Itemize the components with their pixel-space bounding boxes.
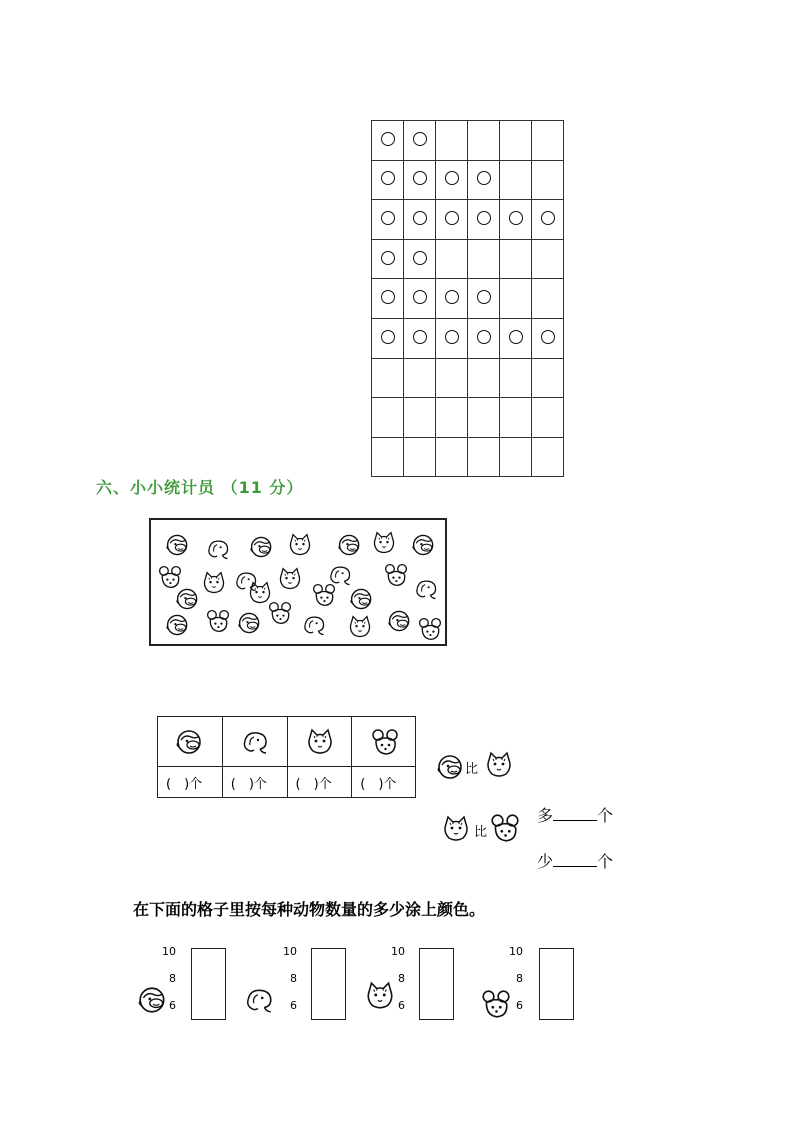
more-label: 多 xyxy=(537,806,554,825)
compare-monkey-cat xyxy=(436,750,526,784)
circle-mark xyxy=(381,330,395,344)
monkey-icon xyxy=(337,532,363,558)
grid-cell xyxy=(372,398,404,438)
less-label: 少 xyxy=(537,852,554,871)
grid-cell xyxy=(436,121,468,161)
grid-cell xyxy=(436,239,468,279)
monkey-icon xyxy=(175,586,201,612)
tick-label: 8 xyxy=(516,972,523,985)
instruction-text: 在下面的格子里按每种动物数量的多少涂上颜色。 xyxy=(133,900,486,919)
circle-mark xyxy=(477,171,491,185)
circle-grid xyxy=(371,120,564,477)
grid-cell xyxy=(532,318,564,358)
grid-cell xyxy=(372,239,404,279)
circle-mark xyxy=(413,171,427,185)
circle-mark xyxy=(413,290,427,304)
animal-picture-box xyxy=(149,518,447,646)
grid-cell xyxy=(468,358,500,398)
count-column xyxy=(352,717,417,797)
grid-cell xyxy=(436,279,468,319)
bar-fill-box[interactable] xyxy=(311,948,346,1020)
grid-cell xyxy=(372,318,404,358)
elephant-icon xyxy=(327,562,353,588)
mouse-icon xyxy=(417,616,443,642)
grid-cell xyxy=(500,121,532,161)
cat-icon xyxy=(201,570,227,596)
monkey-icon xyxy=(411,532,437,558)
tick-label: 8 xyxy=(169,972,176,985)
grid-cell xyxy=(500,358,532,398)
grid-cell xyxy=(500,160,532,200)
mouse-icon xyxy=(492,815,518,841)
grid-cell xyxy=(532,160,564,200)
count-column xyxy=(158,717,223,797)
circle-mark xyxy=(381,132,395,146)
tick-label: 10 xyxy=(391,945,405,958)
grid-cell xyxy=(500,239,532,279)
grid-row xyxy=(372,437,564,477)
grid-cell xyxy=(436,358,468,398)
grid-cell xyxy=(532,398,564,438)
grid-cell xyxy=(404,239,436,279)
more-unit: 个 xyxy=(597,806,614,825)
count-column xyxy=(288,717,353,797)
count-blank[interactable]: ( )个 xyxy=(360,777,397,792)
grid-cell xyxy=(404,358,436,398)
grid-cell xyxy=(404,279,436,319)
circle-mark xyxy=(413,132,427,146)
circle-mark xyxy=(381,171,395,185)
circle-mark xyxy=(541,330,555,344)
circle-mark xyxy=(413,211,427,225)
bar-fill-box[interactable] xyxy=(539,948,574,1020)
monkey-icon xyxy=(438,756,461,778)
grid-cell xyxy=(532,279,564,319)
circle-mark xyxy=(445,211,459,225)
monkey-icon xyxy=(175,727,205,757)
tick-label: 10 xyxy=(509,945,523,958)
bar-fill-box[interactable] xyxy=(191,948,226,1020)
grid-cell xyxy=(404,318,436,358)
grid-cell xyxy=(372,358,404,398)
tick-label: 6 xyxy=(516,999,523,1012)
grid-cell xyxy=(372,437,404,477)
elephant-icon xyxy=(205,536,231,562)
mouse-icon xyxy=(267,600,293,626)
circle-mark xyxy=(477,290,491,304)
monkey-icon xyxy=(349,586,375,612)
grid-row xyxy=(372,200,564,240)
grid-cell xyxy=(500,200,532,240)
monkey-icon xyxy=(387,608,413,634)
circle-mark xyxy=(381,251,395,265)
grid-row xyxy=(372,358,564,398)
elephant-icon xyxy=(301,612,327,638)
circle-mark xyxy=(413,330,427,344)
elephant-icon xyxy=(413,576,439,602)
tick-label: 8 xyxy=(398,972,405,985)
more-blank[interactable] xyxy=(553,806,597,821)
tick-label: 10 xyxy=(162,945,176,958)
grid-cell xyxy=(468,279,500,319)
grid-cell xyxy=(532,200,564,240)
cat-icon xyxy=(488,753,510,776)
section-title: 六、小小统计员 （11 分） xyxy=(96,478,304,497)
elephant-icon xyxy=(243,984,275,1016)
grid-cell xyxy=(468,160,500,200)
grid-cell xyxy=(468,239,500,279)
grid-row xyxy=(372,318,564,358)
mouse-icon xyxy=(370,727,400,757)
monkey-icon xyxy=(237,610,263,636)
grid-row xyxy=(372,398,564,438)
monkey-icon xyxy=(165,532,191,558)
circle-mark xyxy=(381,290,395,304)
grid-cell xyxy=(468,121,500,161)
circle-mark xyxy=(509,330,523,344)
grid-cell xyxy=(372,279,404,319)
grid-cell xyxy=(404,200,436,240)
grid-cell xyxy=(436,200,468,240)
grid-cell xyxy=(436,398,468,438)
grid-cell xyxy=(500,318,532,358)
grid-cell xyxy=(372,160,404,200)
grid-cell xyxy=(372,200,404,240)
cat-icon xyxy=(287,532,313,558)
grid-cell xyxy=(468,437,500,477)
circle-mark xyxy=(477,330,491,344)
circle-mark xyxy=(445,330,459,344)
grid-cell xyxy=(436,160,468,200)
grid-cell xyxy=(404,398,436,438)
grid-cell xyxy=(372,121,404,161)
monkey-icon xyxy=(249,534,275,560)
grid-cell xyxy=(500,279,532,319)
grid-cell xyxy=(500,437,532,477)
grid-cell xyxy=(404,121,436,161)
tick-label: 8 xyxy=(290,972,297,985)
cat-icon xyxy=(305,727,335,757)
grid-cell xyxy=(404,437,436,477)
tick-label: 6 xyxy=(398,999,405,1012)
more-answer xyxy=(537,803,613,826)
circle-mark xyxy=(445,290,459,304)
grid-cell xyxy=(404,160,436,200)
grid-row xyxy=(372,279,564,319)
grid-cell xyxy=(500,398,532,438)
circle-mark xyxy=(509,211,523,225)
compare-word-2: 比 xyxy=(474,825,488,840)
count-blank[interactable]: ( )个 xyxy=(230,777,267,792)
grid-cell xyxy=(468,398,500,438)
less-unit: 个 xyxy=(597,852,614,871)
grid-cell xyxy=(436,437,468,477)
circle-mark xyxy=(381,211,395,225)
tick-label: 6 xyxy=(169,999,176,1012)
grid-cell xyxy=(532,437,564,477)
grid-row xyxy=(372,160,564,200)
mouse-icon xyxy=(205,608,231,634)
cat-icon xyxy=(277,566,303,592)
circle-mark xyxy=(477,211,491,225)
count-blank[interactable]: ( )个 xyxy=(166,777,203,792)
less-answer xyxy=(537,849,613,872)
tick-label: 10 xyxy=(283,945,297,958)
circle-mark xyxy=(445,171,459,185)
grid-cell xyxy=(532,358,564,398)
grid-cell xyxy=(532,121,564,161)
count-table xyxy=(157,716,416,798)
compare-word-1: 比 xyxy=(465,762,479,777)
circle-mark xyxy=(541,211,555,225)
circle-mark xyxy=(413,251,427,265)
count-column xyxy=(223,717,288,797)
grid-cell xyxy=(532,239,564,279)
tick-label: 6 xyxy=(290,999,297,1012)
cat-icon xyxy=(371,530,397,556)
grid-cell xyxy=(468,200,500,240)
count-blank[interactable]: ( )个 xyxy=(295,777,332,792)
less-blank[interactable] xyxy=(553,852,597,867)
bar-fill-box[interactable] xyxy=(419,948,454,1020)
grid-row xyxy=(372,121,564,161)
elephant-icon xyxy=(240,727,270,757)
cat-icon xyxy=(347,614,373,640)
cat-icon xyxy=(445,817,467,840)
grid-cell xyxy=(468,318,500,358)
grid-cell xyxy=(436,318,468,358)
mouse-icon xyxy=(383,562,409,588)
monkey-icon xyxy=(165,612,191,638)
grid-row xyxy=(372,239,564,279)
